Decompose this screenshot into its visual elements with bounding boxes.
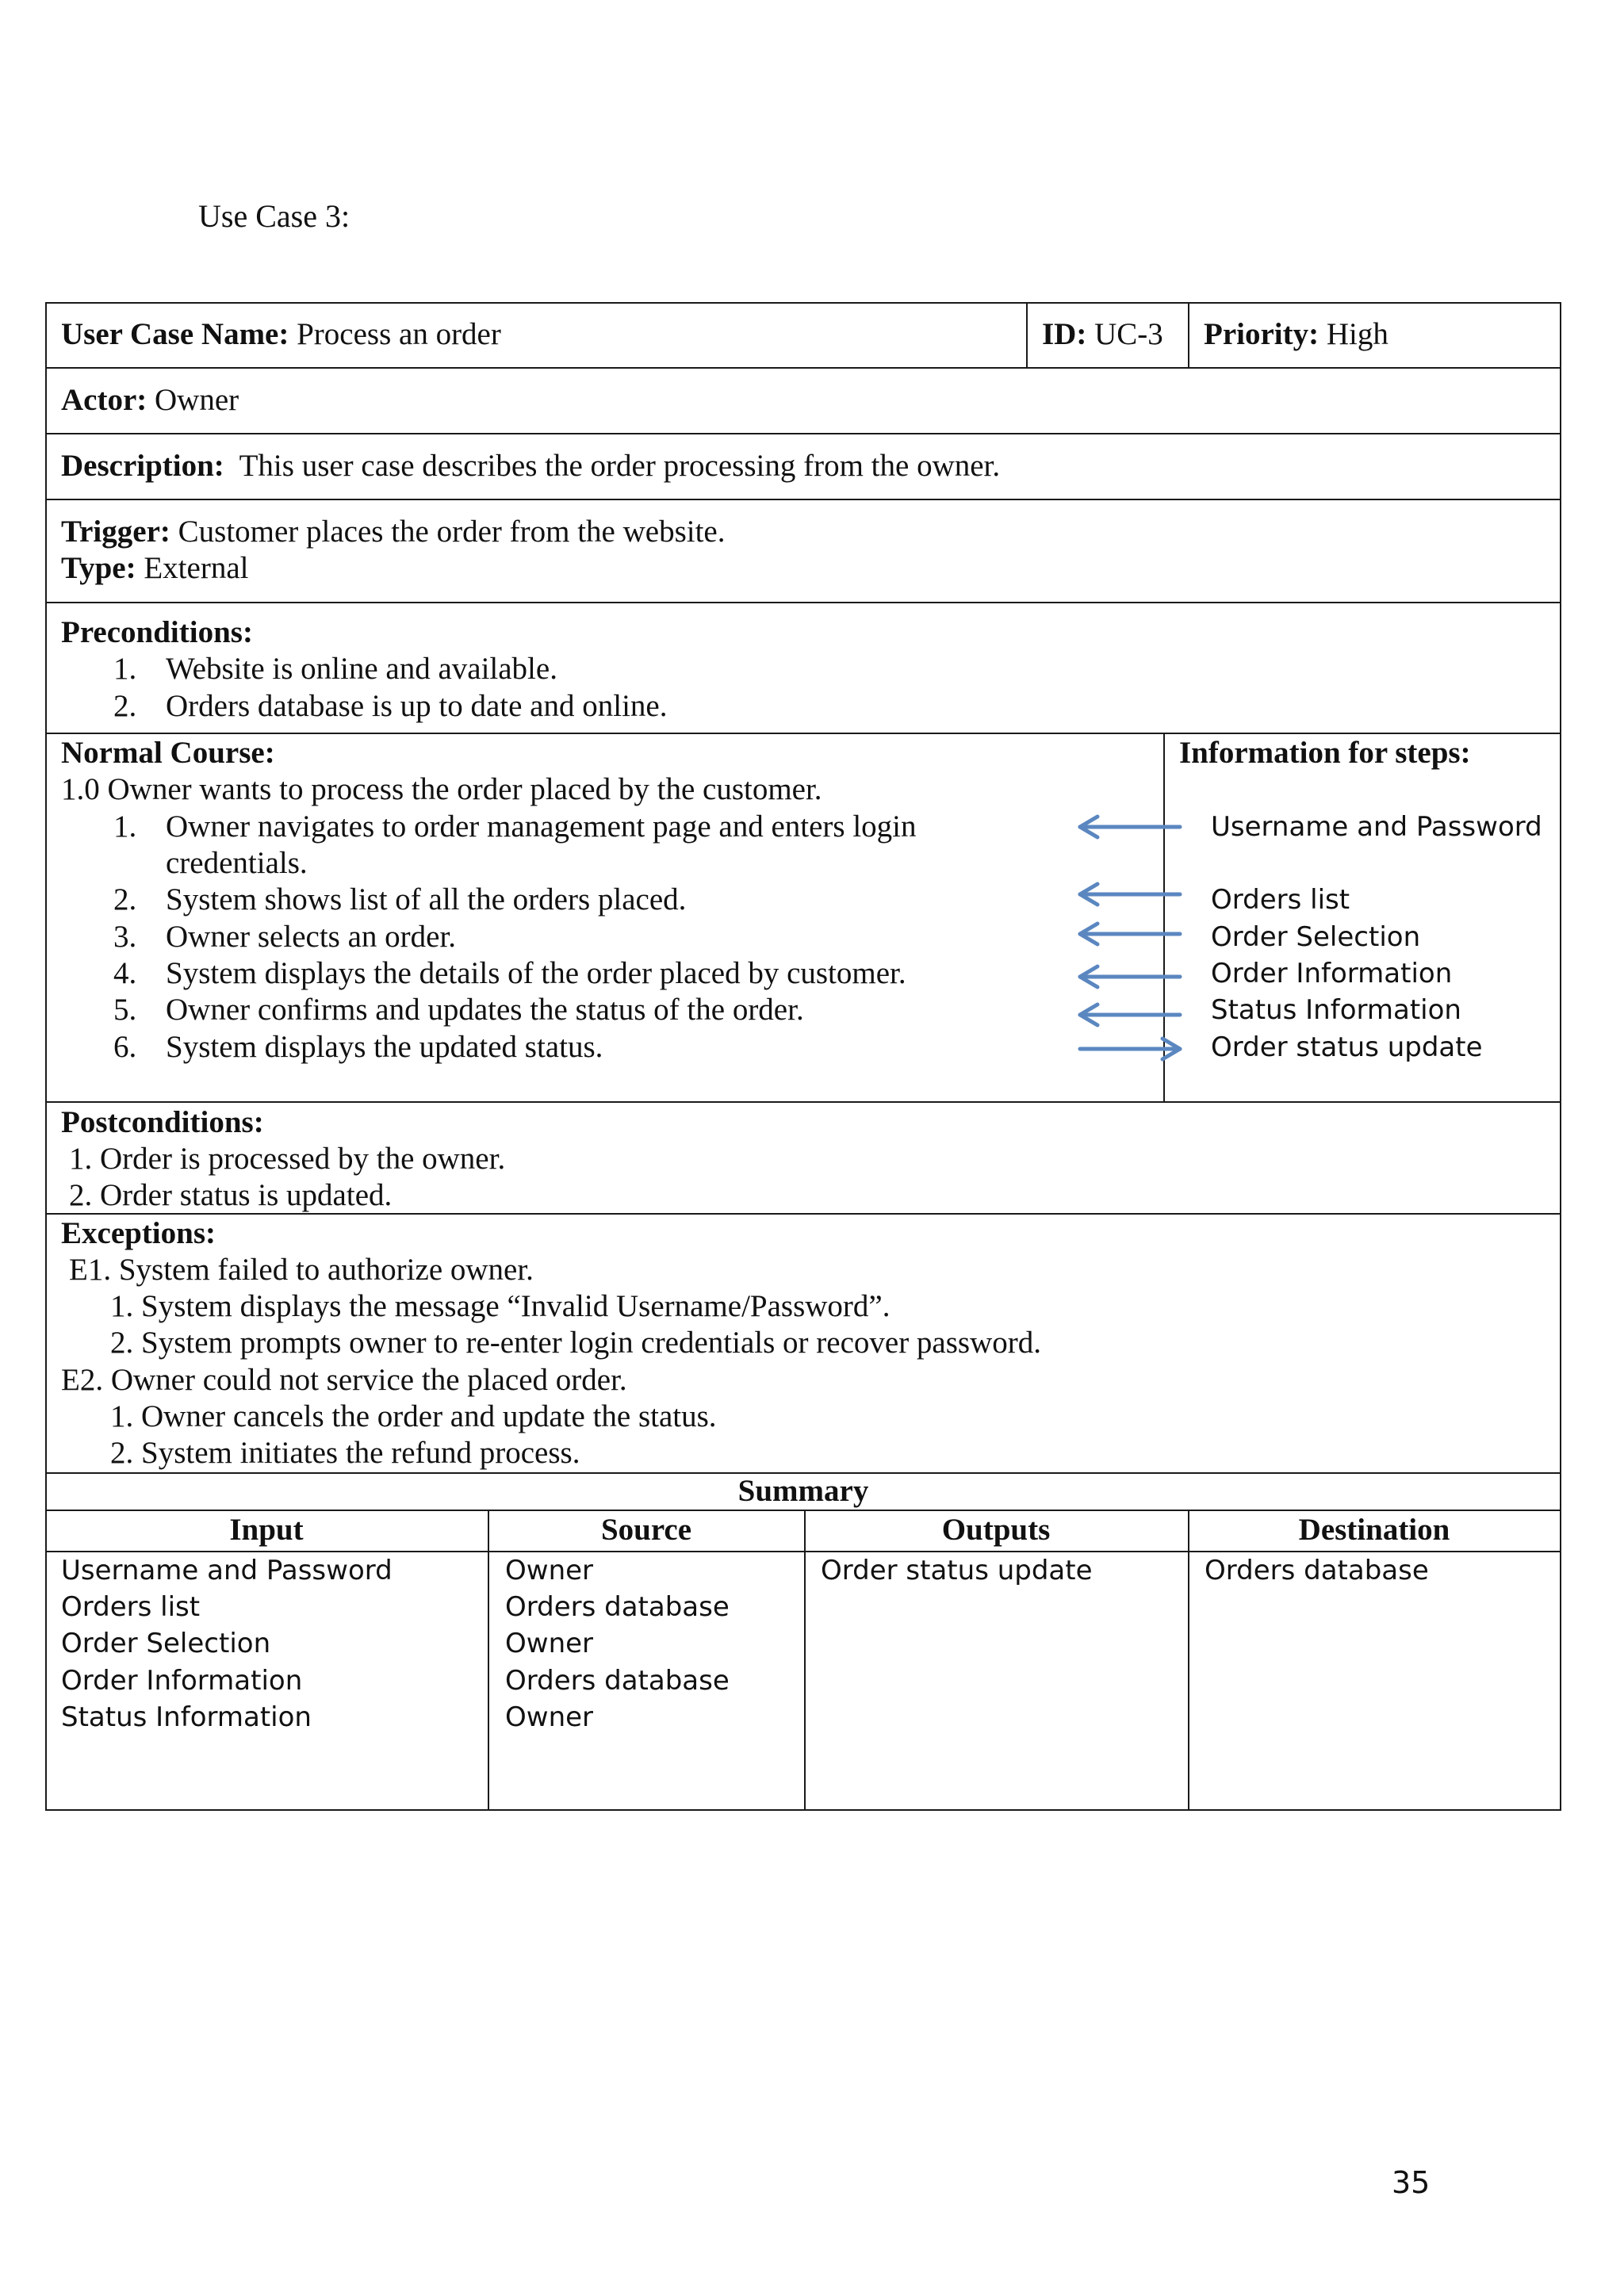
description-label: Description:	[61, 449, 224, 483]
type-value: External	[144, 551, 249, 585]
step-text: Owner selects an order.	[166, 920, 457, 954]
exception-step: 1. Owner cancels the order and update the status.	[110, 1399, 717, 1433]
step-text: Owner navigates to order management page and enters login	[166, 809, 917, 844]
step-num: 3.	[113, 920, 137, 954]
summary-source: Orders database	[505, 1591, 730, 1623]
postconditions-label: Postconditions:	[61, 1105, 264, 1139]
precondition-text: Website is online and available.	[166, 652, 557, 686]
summary-input: Order Selection	[61, 1628, 271, 1659]
summary-destination: Orders database	[1205, 1555, 1429, 1586]
step-text: Owner confirms and updates the status of the order.	[166, 993, 804, 1027]
info-item: Order status update	[1211, 1031, 1483, 1063]
step-num: 1.	[113, 809, 137, 844]
summary-output: Order status update	[821, 1555, 1093, 1586]
step-text: System displays the details of the order placed by customer.	[166, 956, 906, 990]
summary-input: Orders list	[61, 1591, 201, 1623]
postcondition: 1. Order is processed by the owner.	[69, 1142, 506, 1176]
postcondition: 2. Order status is updated.	[69, 1178, 393, 1212]
page-number: 35	[1392, 2165, 1431, 2200]
use-case-name-value: Process an order	[297, 317, 501, 351]
exception-step: 2. System initiates the refund process.	[110, 1436, 580, 1470]
use-case-name-label: User Case Name:	[61, 317, 289, 351]
summary-header-outputs: Outputs	[941, 1513, 1051, 1547]
info-item: Orders list	[1211, 884, 1350, 916]
normal-course-label: Normal Course:	[61, 736, 275, 770]
exception: E2. Owner could not service the placed order.	[61, 1363, 627, 1397]
actor-label: Actor:	[61, 383, 147, 417]
trigger-value: Customer places the order from the website.	[178, 515, 726, 549]
step-num: 2.	[113, 882, 137, 916]
normal-course-intro: 1.0 Owner wants to process the order placed by the customer.	[61, 772, 822, 806]
info-item: Order Selection	[1211, 921, 1421, 953]
step-num: 5.	[113, 993, 137, 1027]
priority-label: Priority:	[1204, 317, 1320, 351]
precondition-text: Orders database is up to date and online.	[166, 689, 668, 723]
preconditions-label: Preconditions:	[61, 615, 253, 649]
exception: E1. System failed to authorize owner.	[69, 1253, 534, 1287]
precondition-num: 1.	[113, 652, 137, 686]
summary-source: Orders database	[505, 1665, 730, 1697]
priority-value: High	[1326, 317, 1388, 351]
step-text: System displays the updated status.	[166, 1030, 603, 1064]
summary-header-input: Input	[229, 1513, 304, 1547]
summary-input: Username and Password	[61, 1555, 393, 1586]
info-item: Status Information	[1211, 994, 1461, 1026]
step-text: System shows list of all the orders placed.	[166, 882, 687, 916]
use-case-id-label: ID:	[1042, 317, 1087, 351]
summary-source: Owner	[505, 1628, 594, 1659]
step-num: 4.	[113, 956, 137, 990]
description-value: This user case describes the order processing from the owner.	[239, 449, 1001, 483]
summary-source: Owner	[505, 1555, 594, 1586]
summary-title: Summary	[737, 1474, 869, 1508]
summary-header-source: Source	[600, 1513, 692, 1547]
info-item: Order Information	[1211, 958, 1453, 989]
summary-source: Owner	[505, 1701, 594, 1733]
summary-input: Status Information	[61, 1701, 312, 1733]
exceptions-label: Exceptions:	[61, 1216, 216, 1250]
step-num: 6.	[113, 1030, 137, 1064]
use-case-id-value: UC-3	[1094, 317, 1163, 351]
exception-step: 2. System prompts owner to re-enter login credentials or recover password.	[110, 1326, 1041, 1360]
summary-header-destination: Destination	[1298, 1513, 1450, 1547]
type-label: Type:	[61, 551, 136, 585]
actor-value: Owner	[155, 383, 239, 417]
page-heading: Use Case 3:	[198, 198, 350, 234]
info-item: Username and Password	[1211, 811, 1542, 843]
trigger-label: Trigger:	[61, 515, 170, 549]
exception-step: 1. System displays the message “Invalid Username/Password”.	[110, 1289, 891, 1323]
info-for-steps-label: Information for steps:	[1179, 736, 1471, 770]
precondition-num: 2.	[113, 689, 137, 723]
summary-input: Order Information	[61, 1665, 303, 1697]
step-text-continued: credentials.	[166, 846, 308, 880]
